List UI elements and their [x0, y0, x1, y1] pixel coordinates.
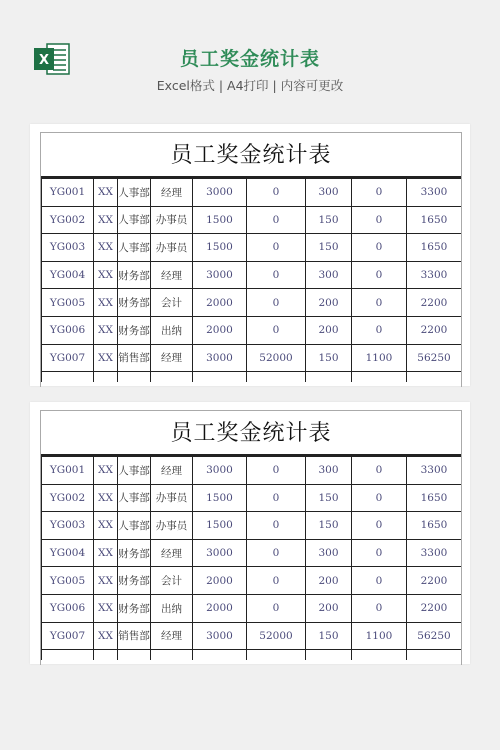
position-cell: 办事员	[151, 512, 193, 540]
base-bonus-cell: 2000	[193, 289, 247, 317]
bonus-table	[41, 178, 462, 382]
other-bonus-cell: 0	[352, 316, 407, 344]
empty-cell	[407, 650, 462, 661]
base-bonus-cell: 3000	[193, 622, 247, 650]
total-bonus-cell: 3300	[407, 179, 462, 207]
department-cell: 人事部	[118, 512, 151, 540]
empty-cell	[352, 372, 407, 383]
table-row	[42, 622, 462, 650]
employee-id-cell: YG007	[42, 344, 94, 372]
employee-name-cell: XX	[94, 512, 118, 540]
total-bonus-cell: 1650	[407, 234, 462, 262]
base-bonus-cell: 1500	[193, 484, 247, 512]
other-bonus-cell: 0	[352, 234, 407, 262]
base-bonus-cell: 1500	[193, 512, 247, 540]
sheet-title: 员工奖金统计表	[41, 133, 461, 178]
employee-name-cell: XX	[94, 484, 118, 512]
sheet-title: 员工奖金统计表	[41, 411, 461, 456]
empty-cell	[151, 372, 193, 383]
base-bonus-cell: 1500	[193, 234, 247, 262]
sales-bonus-cell: 52000	[247, 344, 306, 372]
attendance-bonus-cell: 150	[306, 206, 352, 234]
empty-cell	[42, 372, 94, 383]
sales-bonus-cell: 0	[247, 206, 306, 234]
department-cell: 人事部	[118, 457, 151, 485]
position-cell: 办事员	[151, 206, 193, 234]
department-cell: 销售部	[118, 622, 151, 650]
other-bonus-cell: 0	[352, 289, 407, 317]
table-row	[42, 539, 462, 567]
department-cell: 财务部	[118, 539, 151, 567]
other-bonus-cell: 0	[352, 206, 407, 234]
employee-name-cell: XX	[94, 567, 118, 595]
total-bonus-cell: 1650	[407, 484, 462, 512]
position-cell: 办事员	[151, 484, 193, 512]
page-title: 员工奖金统计表	[179, 48, 320, 70]
empty-cell	[118, 372, 151, 383]
table-row	[42, 484, 462, 512]
total-bonus-cell: 2200	[407, 594, 462, 622]
attendance-bonus-cell: 200	[306, 316, 352, 344]
employee-id-cell: YG002	[42, 206, 94, 234]
position-cell: 出纳	[151, 316, 193, 344]
sheet-preview-2	[30, 402, 470, 664]
base-bonus-cell: 3000	[193, 261, 247, 289]
department-cell: 财务部	[118, 289, 151, 317]
table-row	[42, 594, 462, 622]
base-bonus-cell: 3000	[193, 539, 247, 567]
sales-bonus-cell: 0	[247, 179, 306, 207]
employee-id-cell: YG004	[42, 539, 94, 567]
total-bonus-cell: 1650	[407, 512, 462, 540]
sales-bonus-cell: 0	[247, 539, 306, 567]
table-row	[42, 289, 462, 317]
attendance-bonus-cell: 200	[306, 289, 352, 317]
page-header	[0, 0, 500, 110]
other-bonus-cell: 0	[352, 484, 407, 512]
table-row-cutoff	[42, 372, 462, 383]
attendance-bonus-cell: 300	[306, 179, 352, 207]
total-bonus-cell: 3300	[407, 539, 462, 567]
attendance-bonus-cell: 150	[306, 234, 352, 262]
total-bonus-cell: 1650	[407, 206, 462, 234]
total-bonus-cell: 3300	[407, 457, 462, 485]
attendance-bonus-cell: 300	[306, 261, 352, 289]
sales-bonus-cell: 52000	[247, 622, 306, 650]
position-cell: 会计	[151, 289, 193, 317]
base-bonus-cell: 2000	[193, 594, 247, 622]
employee-id-cell: YG007	[42, 622, 94, 650]
department-cell: 人事部	[118, 206, 151, 234]
attendance-bonus-cell: 200	[306, 567, 352, 595]
total-bonus-cell: 2200	[407, 316, 462, 344]
employee-name-cell: XX	[94, 457, 118, 485]
department-cell: 人事部	[118, 179, 151, 207]
sales-bonus-cell: 0	[247, 261, 306, 289]
department-cell: 财务部	[118, 594, 151, 622]
empty-cell	[352, 650, 407, 661]
employee-name-cell: XX	[94, 179, 118, 207]
page-subtitle: Excel格式 | A4打印 | 内容可更改	[156, 78, 344, 93]
employee-name-cell: XX	[94, 594, 118, 622]
base-bonus-cell: 2000	[193, 316, 247, 344]
base-bonus-cell: 2000	[193, 567, 247, 595]
other-bonus-cell: 0	[352, 539, 407, 567]
employee-name-cell: XX	[94, 234, 118, 262]
employee-id-cell: YG005	[42, 567, 94, 595]
employee-name-cell: XX	[94, 206, 118, 234]
department-cell: 人事部	[118, 484, 151, 512]
table-row	[42, 512, 462, 540]
employee-id-cell: YG006	[42, 594, 94, 622]
total-bonus-cell: 56250	[407, 344, 462, 372]
table-row	[42, 234, 462, 262]
employee-name-cell: XX	[94, 289, 118, 317]
sales-bonus-cell: 0	[247, 289, 306, 317]
employee-id-cell: YG001	[42, 179, 94, 207]
bonus-table	[41, 456, 462, 660]
position-cell: 经理	[151, 261, 193, 289]
empty-cell	[118, 650, 151, 661]
empty-cell	[306, 650, 352, 661]
empty-cell	[407, 372, 462, 383]
total-bonus-cell: 2200	[407, 567, 462, 595]
other-bonus-cell: 0	[352, 567, 407, 595]
base-bonus-cell: 1500	[193, 206, 247, 234]
table-row	[42, 457, 462, 485]
employee-id-cell: YG004	[42, 261, 94, 289]
total-bonus-cell: 2200	[407, 289, 462, 317]
position-cell: 经理	[151, 539, 193, 567]
department-cell: 销售部	[118, 344, 151, 372]
sales-bonus-cell: 0	[247, 484, 306, 512]
position-cell: 出纳	[151, 594, 193, 622]
sales-bonus-cell: 0	[247, 594, 306, 622]
attendance-bonus-cell: 150	[306, 344, 352, 372]
other-bonus-cell: 0	[352, 512, 407, 540]
empty-cell	[247, 372, 306, 383]
attendance-bonus-cell: 150	[306, 512, 352, 540]
total-bonus-cell: 56250	[407, 622, 462, 650]
attendance-bonus-cell: 200	[306, 594, 352, 622]
employee-id-cell: YG003	[42, 512, 94, 540]
table-row-cutoff	[42, 650, 462, 661]
sales-bonus-cell: 0	[247, 234, 306, 262]
employee-name-cell: XX	[94, 539, 118, 567]
table-row	[42, 261, 462, 289]
attendance-bonus-cell: 150	[306, 622, 352, 650]
sheet-preview-1	[30, 124, 470, 386]
other-bonus-cell: 0	[352, 179, 407, 207]
table-row	[42, 316, 462, 344]
empty-cell	[247, 650, 306, 661]
empty-cell	[193, 650, 247, 661]
position-cell: 会计	[151, 567, 193, 595]
employee-id-cell: YG006	[42, 316, 94, 344]
position-cell: 经理	[151, 179, 193, 207]
attendance-bonus-cell: 300	[306, 539, 352, 567]
employee-id-cell: YG005	[42, 289, 94, 317]
empty-cell	[306, 372, 352, 383]
position-cell: 经理	[151, 344, 193, 372]
sales-bonus-cell: 0	[247, 567, 306, 595]
empty-cell	[151, 650, 193, 661]
department-cell: 人事部	[118, 234, 151, 262]
employee-name-cell: XX	[94, 344, 118, 372]
position-cell: 办事员	[151, 234, 193, 262]
empty-cell	[193, 372, 247, 383]
empty-cell	[42, 650, 94, 661]
position-cell: 经理	[151, 622, 193, 650]
table-row	[42, 206, 462, 234]
employee-name-cell: XX	[94, 316, 118, 344]
sales-bonus-cell: 0	[247, 457, 306, 485]
department-cell: 财务部	[118, 567, 151, 595]
empty-cell	[94, 650, 118, 661]
department-cell: 财务部	[118, 261, 151, 289]
total-bonus-cell: 3300	[407, 261, 462, 289]
employee-name-cell: XX	[94, 261, 118, 289]
attendance-bonus-cell: 150	[306, 484, 352, 512]
sales-bonus-cell: 0	[247, 316, 306, 344]
employee-name-cell: XX	[94, 622, 118, 650]
other-bonus-cell: 0	[352, 457, 407, 485]
svg-text:X: X	[38, 53, 50, 68]
base-bonus-cell: 3000	[193, 344, 247, 372]
employee-id-cell: YG001	[42, 457, 94, 485]
base-bonus-cell: 3000	[193, 179, 247, 207]
attendance-bonus-cell: 300	[306, 457, 352, 485]
other-bonus-cell: 0	[352, 594, 407, 622]
table-row	[42, 567, 462, 595]
employee-id-cell: YG003	[42, 234, 94, 262]
sales-bonus-cell: 0	[247, 512, 306, 540]
other-bonus-cell: 0	[352, 261, 407, 289]
base-bonus-cell: 3000	[193, 457, 247, 485]
employee-id-cell: YG002	[42, 484, 94, 512]
other-bonus-cell: 1100	[352, 344, 407, 372]
position-cell: 经理	[151, 457, 193, 485]
table-row	[42, 179, 462, 207]
department-cell: 财务部	[118, 316, 151, 344]
empty-cell	[94, 372, 118, 383]
table-row	[42, 344, 462, 372]
other-bonus-cell: 1100	[352, 622, 407, 650]
